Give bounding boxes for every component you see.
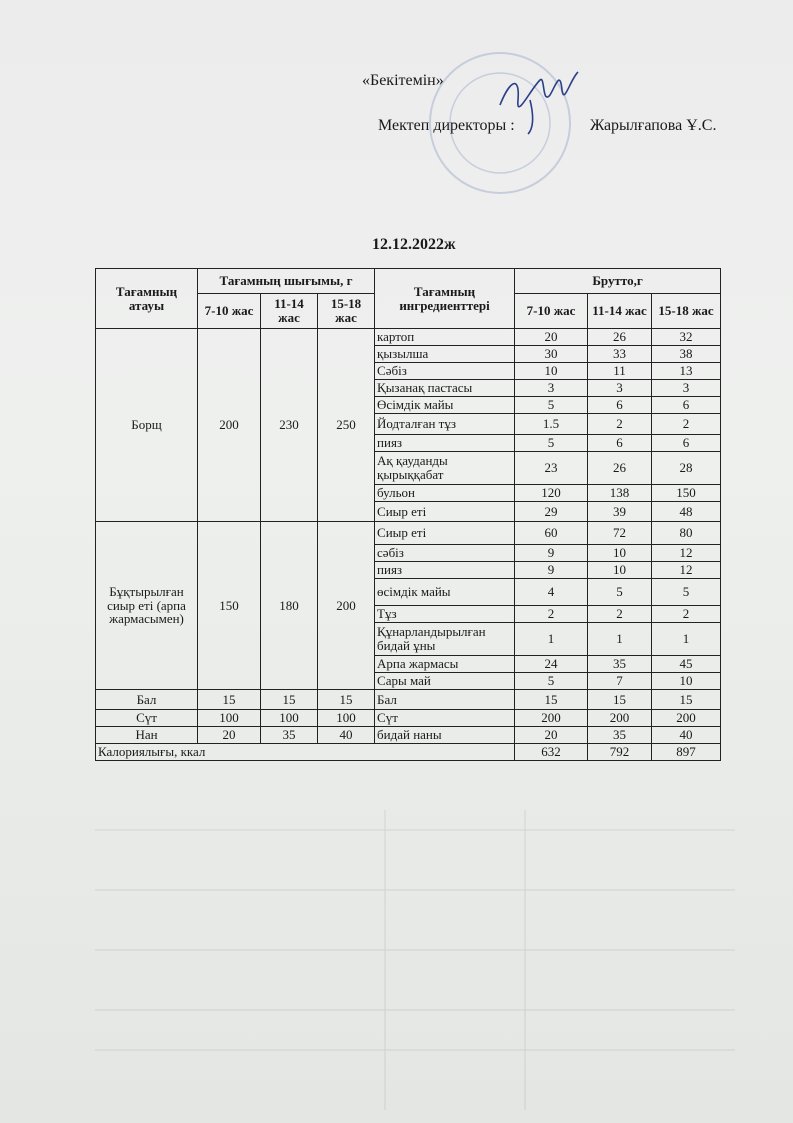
brutto-value: 45 [652,656,721,673]
ingredient-name: Өсімдік майы [375,397,515,414]
brutto-value: 1.5 [515,414,588,435]
ingredient-name: бульон [375,485,515,502]
brutto-value: 200 [652,710,721,727]
dish-name: Нан [96,727,198,744]
ingredient-name: пияз [375,562,515,579]
brutto-value: 2 [588,414,652,435]
menu-table [95,268,721,761]
brutto-value: 20 [515,329,588,346]
brutto-value: 138 [588,485,652,502]
brutto-value: 3 [515,380,588,397]
brutto-value: 12 [652,562,721,579]
table-row [96,690,721,710]
ingredient-name: Сәбіз [375,363,515,380]
brutto-value: 120 [515,485,588,502]
dish-name: Бал [96,690,198,710]
brutto-value: 5 [652,579,721,606]
ingredient-name: Құнарландырылған бидай ұны [375,623,515,656]
header-brutto-15-18: 15-18 жас [652,294,721,329]
brutto-value: 9 [515,545,588,562]
brutto-value: 3 [652,380,721,397]
brutto-value: 5 [588,579,652,606]
dish-output: 180 [261,522,318,690]
dish-output: 40 [318,727,375,744]
brutto-value: 3 [588,380,652,397]
menu-table-body [96,329,721,744]
brutto-value: 10 [652,673,721,690]
table-row [96,522,721,545]
ingredient-name: Ақ қауданды қырыққабат [375,452,515,485]
brutto-value: 35 [588,656,652,673]
brutto-value: 6 [588,397,652,414]
brutto-value: 200 [515,710,588,727]
brutto-value: 38 [652,346,721,363]
brutto-value: 12 [652,545,721,562]
header-brutto-11-14: 11-14 жас [588,294,652,329]
ingredient-name: Йодталған тұз [375,414,515,435]
brutto-value: 10 [515,363,588,380]
brutto-value: 150 [652,485,721,502]
header-output: Тағамның шығымы, г [198,269,375,294]
brutto-value: 15 [652,690,721,710]
signature-icon [490,60,585,135]
ingredient-name: бидай наны [375,727,515,744]
brutto-value: 7 [588,673,652,690]
brutto-value: 200 [588,710,652,727]
brutto-value: 6 [652,435,721,452]
dish-name: Бұқтырылған сиыр еті (арпа жармасымен) [96,522,198,690]
brutto-value: 23 [515,452,588,485]
brutto-value: 2 [588,606,652,623]
brutto-value: 1 [652,623,721,656]
brutto-value: 15 [515,690,588,710]
director-label: Мектеп директоры : [378,117,515,134]
brutto-value: 32 [652,329,721,346]
director-name: Жарылғапова Ұ.С. [590,117,717,134]
dish-output: 250 [318,329,375,522]
brutto-value: 35 [588,727,652,744]
brutto-value: 5 [515,435,588,452]
ingredient-name: қызылша [375,346,515,363]
brutto-value: 80 [652,522,721,545]
dish-name: Борщ [96,329,198,522]
ingredient-name: Сары май [375,673,515,690]
table-row [96,710,721,727]
brutto-value: 13 [652,363,721,380]
brutto-value: 72 [588,522,652,545]
brutto-value: 33 [588,346,652,363]
dish-output: 100 [261,710,318,727]
dish-output: 200 [198,329,261,522]
ingredient-name: өсімдік майы [375,579,515,606]
header-age-15-18: 15-18 жас [318,294,375,329]
brutto-value: 30 [515,346,588,363]
brutto-value: 1 [515,623,588,656]
brutto-value: 9 [515,562,588,579]
menu-date: 12.12.2022ж [372,236,456,253]
dish-output: 35 [261,727,318,744]
ingredient-name: картоп [375,329,515,346]
bleed-through-shadow [95,810,735,1110]
header-ingredients: Тағамның ингредиенттері [375,269,515,329]
table-row [96,329,721,346]
brutto-value: 48 [652,502,721,522]
brutto-value: 15 [588,690,652,710]
header-dish: Тағамның атауы [96,269,198,329]
dish-output: 200 [318,522,375,690]
brutto-value: 11 [588,363,652,380]
brutto-value: 2 [515,606,588,623]
dish-output: 20 [198,727,261,744]
dish-output: 15 [318,690,375,710]
dish-output: 150 [198,522,261,690]
brutto-value: 6 [588,435,652,452]
ingredient-name: Бал [375,690,515,710]
brutto-value: 26 [588,452,652,485]
header-age-11-14: 11-14 жас [261,294,318,329]
brutto-value: 2 [652,414,721,435]
header-age-7-10: 7-10 жас [198,294,261,329]
brutto-value: 26 [588,329,652,346]
approval-heading: «Бекітемін» [362,72,444,89]
brutto-value: 24 [515,656,588,673]
ingredient-name: пияз [375,435,515,452]
brutto-value: 1 [588,623,652,656]
ingredient-name: сәбіз [375,545,515,562]
ingredient-name: Арпа жармасы [375,656,515,673]
brutto-value: 60 [515,522,588,545]
calories-label: Калориялығы, ккал [96,744,515,761]
calories-7-10: 632 [515,744,588,761]
header-brutto: Брутто,г [515,269,721,294]
brutto-value: 29 [515,502,588,522]
dish-output: 15 [261,690,318,710]
header-brutto-7-10: 7-10 жас [515,294,588,329]
calories-15-18: 897 [652,744,721,761]
ingredient-name: Сүт [375,710,515,727]
brutto-value: 39 [588,502,652,522]
dish-output: 230 [261,329,318,522]
dish-output: 100 [318,710,375,727]
brutto-value: 4 [515,579,588,606]
brutto-value: 10 [588,562,652,579]
ingredient-name: Сиыр еті [375,502,515,522]
dish-output: 15 [198,690,261,710]
brutto-value: 10 [588,545,652,562]
brutto-value: 40 [652,727,721,744]
ingredient-name: Сиыр еті [375,522,515,545]
brutto-value: 6 [652,397,721,414]
table-row [96,727,721,744]
dish-output: 100 [198,710,261,727]
brutto-value: 5 [515,397,588,414]
brutto-value: 5 [515,673,588,690]
dish-name: Сүт [96,710,198,727]
brutto-value: 28 [652,452,721,485]
calories-11-14: 792 [588,744,652,761]
brutto-value: 2 [652,606,721,623]
ingredient-name: Тұз [375,606,515,623]
ingredient-name: Қызанақ пастасы [375,380,515,397]
brutto-value: 20 [515,727,588,744]
